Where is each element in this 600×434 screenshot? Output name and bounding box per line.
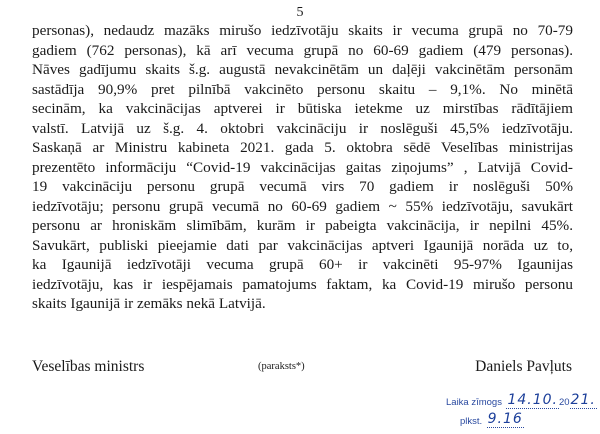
body-line: Nāves gadījumu skaits š.g. augustā nevakcinētām un daļēji vakcinētām personām: [32, 61, 573, 78]
body-line: skaits Igaunijā ir zemāks nekā Latvijā.: [32, 295, 266, 312]
timestamp-stamp: [446, 384, 596, 430]
stamp-date-value: 14.10.: [507, 392, 558, 408]
body-line: iedzīvotāju, kas ir iespējamais pamatojums faktam, ka Covid-19 mirušo personu: [32, 275, 573, 293]
page-number: 5: [296, 5, 304, 20]
body-line: prezentēto informāciju “Covid-19 vakcinācijas gaitas ziņojums” , Latvijā Covid-: [32, 158, 573, 176]
stamp-year-prefix: 20: [558, 397, 570, 408]
body-line: gadiem (762 personas), kā arī vecuma grupā no 60-69 gadiem (479 personas).: [32, 41, 573, 59]
body-line: ka Igaunijā iedzīvotāji vecuma grupā 60+ ir vakcinēti 95-97% Igaunijas: [32, 256, 573, 273]
stamp-time-line: [460, 409, 524, 427]
body-line: Saskaņā ar Ministru kabineta 2021. gada 5. oktobra sēdē Veselības ministrijas: [32, 139, 573, 156]
body-line: Savukārt, publiski pieejamie dati par vakcinācijas aptveri Igaunijā norāda uz to,: [32, 236, 573, 254]
body-paragraph: [32, 21, 573, 314]
body-line: secinām, ka vakcinācijas aptverei ir būtiska ietekme uz mirstības rādītājiem: [32, 100, 573, 117]
body-line: iedzīvotāju; personu grupā vecumā no 60-69 gadiem ~ 55% iedzīvotāju, savukārt: [32, 197, 573, 215]
body-line: 19 vakcināciju personu grupā vecumā virs 70 gadiem ir noslēguši 50%: [32, 178, 573, 195]
stamp-time-label: Laika zīmogs: [446, 397, 502, 408]
body-line: personu ar hroniskām slimībām, kurām ir pabeigta vakcinācija, ir nepilni 45%.: [32, 217, 573, 234]
stamp-date-line: [446, 390, 597, 408]
stamp-plkst-label: plkst.: [460, 416, 483, 427]
signatory-name: Daniels Pavļuts: [475, 358, 572, 375]
signature-block: [0, 358, 600, 378]
body-line: valstī. Latvijā uz š.g. 4. oktobri vakcināciju ir noslēguši 45,5% iedzīvotāju.: [32, 119, 573, 137]
body-line: personas), nedaudz mazāks mirušo iedzīvotāju skaits ir vecuma grupā no 70-79: [32, 22, 573, 39]
stamp-plkst-value: 9.16: [487, 411, 523, 427]
stamp-year-value: 21.: [570, 392, 596, 408]
body-line: sastādīja 90,9% pret pilnībā vakcinēto personu skaitu – 9,1%. No minētā: [32, 80, 573, 98]
signature-label: (paraksts*): [258, 361, 305, 372]
signatory-title: Veselības ministrs: [32, 358, 145, 375]
